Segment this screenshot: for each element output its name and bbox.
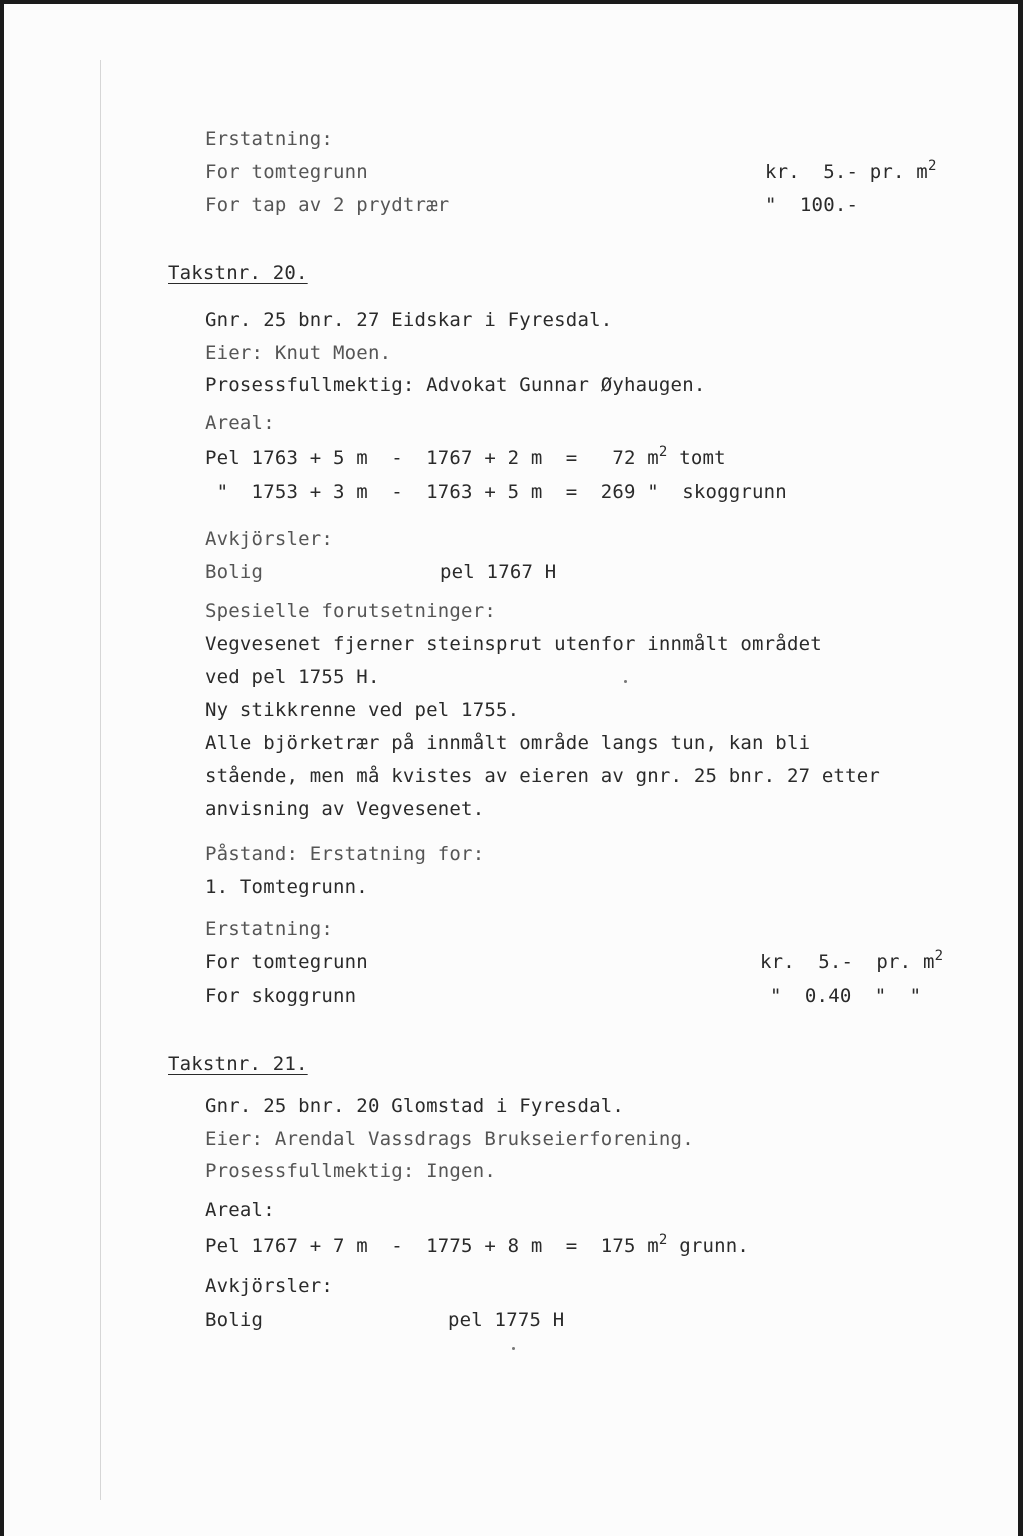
access-label: Avkjörsler:: [205, 1275, 334, 1297]
area-label: Areal:: [205, 412, 275, 434]
claim-line: Påstand: Erstatning for:: [205, 843, 485, 865]
special-condition-line: Vegvesenet fjerner steinsprut utenfor innmålt området: [205, 633, 822, 655]
erstatning-row-label: For tomtegrunn: [205, 951, 368, 973]
special-condition-line: Alle björketrær på innmålt område langs tun, kan bli: [205, 732, 811, 754]
erstatning-row-value: " 100.-: [765, 194, 859, 216]
attorney-line: Prosessfullmektig: Ingen.: [205, 1160, 496, 1182]
area-line: Pel 1763 + 5 m - 1767 + 2 m = 72 $m^2$ tomt: [205, 444, 726, 469]
erstatning-row-label: For tomtegrunn: [205, 161, 368, 183]
special-condition-line: Ny stikkrenne ved pel 1755.: [205, 699, 520, 721]
property-id-line: Gnr. 25 bnr. 27 Eidskar i Fyresdal.: [205, 309, 613, 331]
area-line: Pel 1767 + 7 m - 1775 + 8 m = 175 $m^2$ grunn.: [205, 1232, 750, 1257]
scan-border-top: [0, 0, 1023, 4]
owner-line: Eier: Knut Moen.: [205, 342, 392, 364]
erstatning-heading: Erstatning:: [205, 128, 334, 150]
claim-item: 1. Tomtegrunn.: [205, 876, 368, 898]
erstatning-row-value: " 0.40 " ": [770, 985, 922, 1007]
ink-speck: [624, 680, 627, 683]
property-id-line: Gnr. 25 bnr. 20 Glomstad i Fyresdal.: [205, 1095, 625, 1117]
access-pel: pel 1775 H: [448, 1309, 565, 1331]
access-label: Avkjörsler:: [205, 528, 334, 550]
erstatning-row-value: kr. 5.- pr. $m^2$: [765, 158, 937, 183]
erstatning-row-label: For tap av 2 prydtrær: [205, 194, 450, 216]
access-pel: pel 1767 H: [440, 561, 557, 583]
section-title-takst-20: Takstnr. 20.: [168, 262, 308, 284]
access-type: Bolig: [205, 561, 264, 583]
special-condition-line: ved pel 1755 H.: [205, 666, 380, 688]
area-line: " 1753 + 3 m - 1763 + 5 m = 269 " skoggrunn: [205, 481, 787, 503]
special-condition-line: anvisning av Vegvesenet.: [205, 798, 485, 820]
ink-speck: [512, 1347, 515, 1350]
margin-rule: [100, 60, 101, 1500]
section-title-takst-21: Takstnr. 21.: [168, 1053, 308, 1075]
scan-border-left: [0, 0, 4, 1536]
special-condition-line: stående, men må kvistes av eieren av gnr. 25 bnr. 27 etter: [205, 765, 881, 787]
attorney-line: Prosessfullmektig: Advokat Gunnar Øyhaugen.: [205, 374, 706, 396]
erstatning-row-label: For skoggrunn: [205, 985, 357, 1007]
access-type: Bolig: [205, 1309, 264, 1331]
special-conditions-label: Spesielle forutsetninger:: [205, 600, 496, 622]
erstatning-heading: Erstatning:: [205, 918, 334, 940]
owner-line: Eier: Arendal Vassdrags Brukseierforening.: [205, 1128, 694, 1150]
scan-border-right: [1018, 0, 1023, 1536]
area-label: Areal:: [205, 1199, 275, 1221]
erstatning-row-value: kr. 5.- pr. $m^2$: [760, 948, 944, 973]
